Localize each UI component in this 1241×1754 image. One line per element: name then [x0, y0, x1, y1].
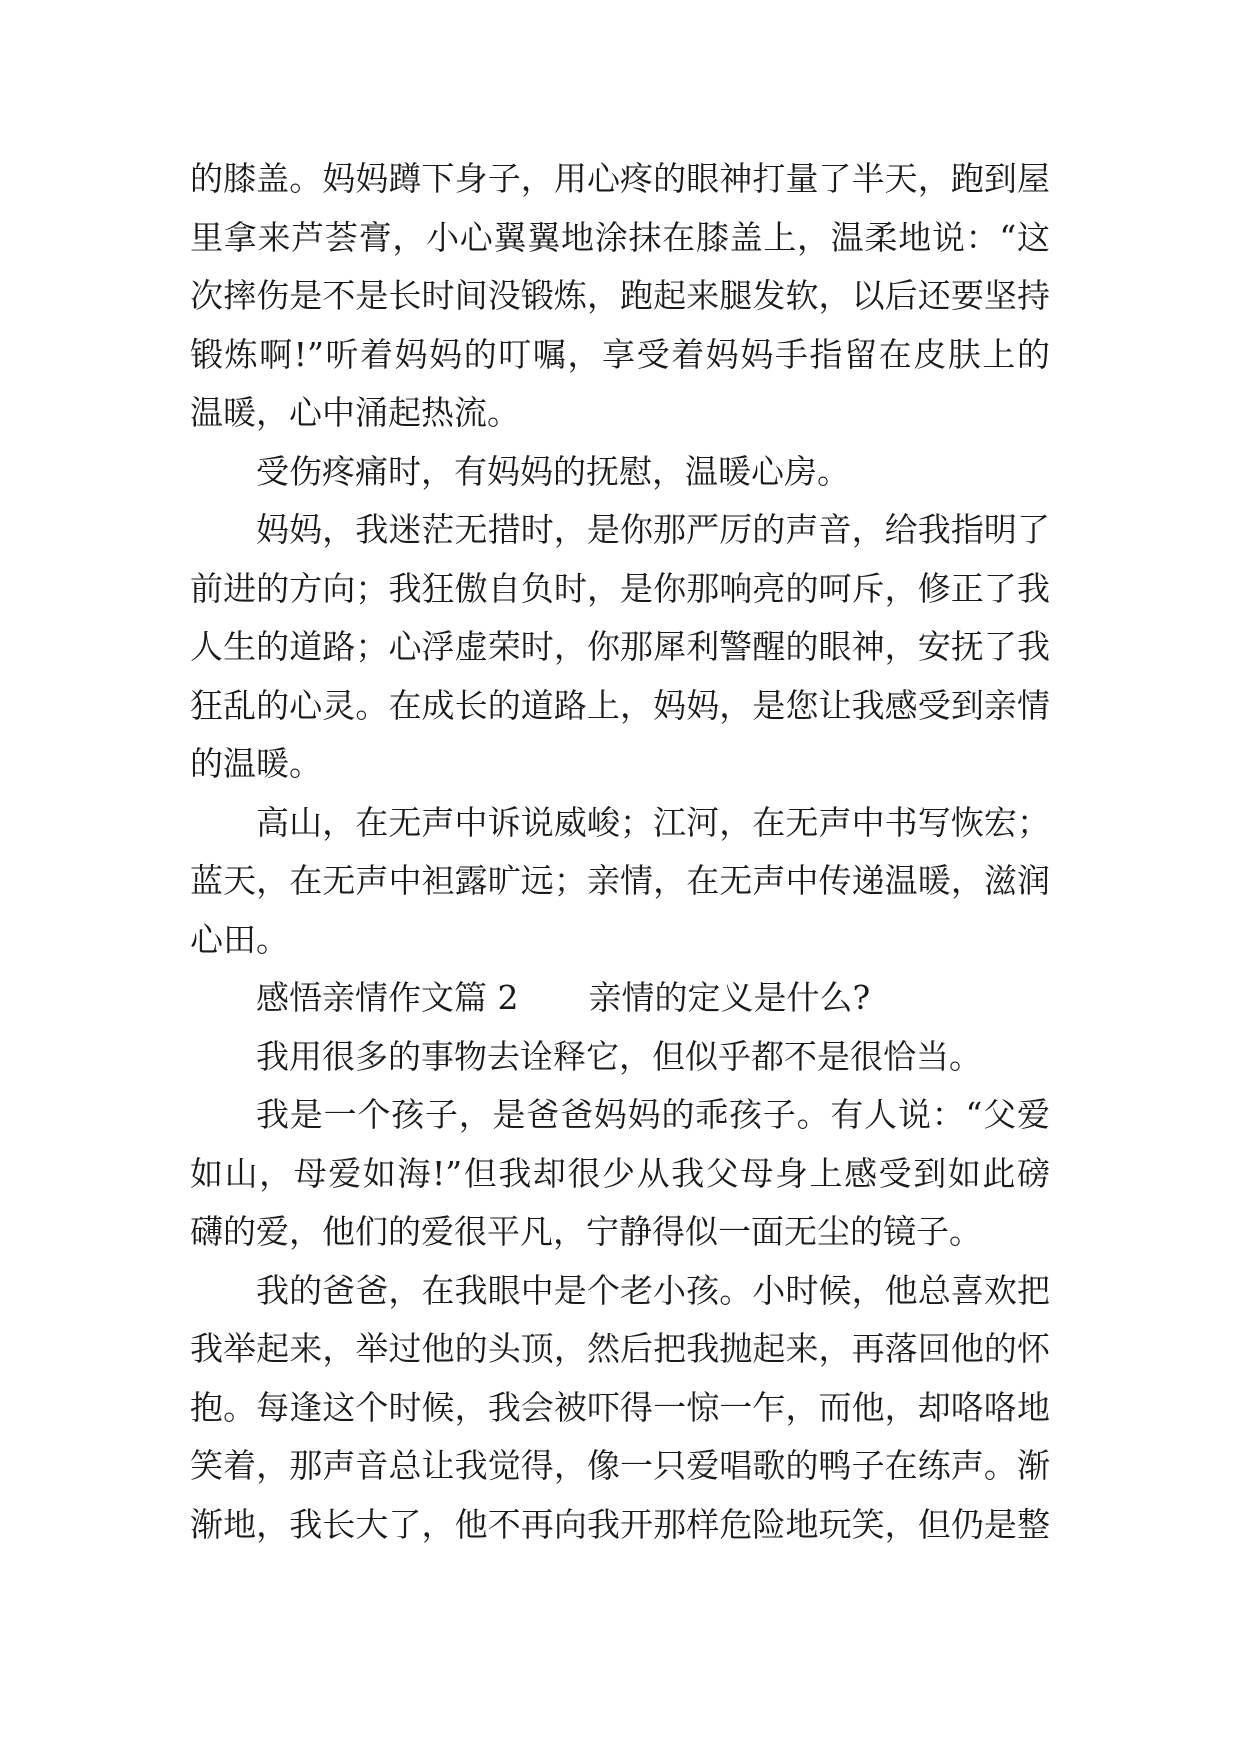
text-line: 渐地，我长大了，他不再向我开那样危险地玩笑，但仍是整 [190, 1504, 1050, 1544]
text-line: 前进的方向；我狂傲自负时，是你那响亮的呵斥，修正了我 [190, 568, 1050, 608]
paragraph-first-line: 我用很多的事物去诠释它，但似乎都不是很恰当。 [256, 1036, 982, 1076]
text-line: 温暖，心中涌起热流。 [190, 393, 520, 432]
text-line: 我举起来，举过他的头顶，然后把我抛起来，再落回他的怀 [190, 1329, 1050, 1368]
text-line: 里拿来芦荟膏，小心翼翼地涂抹在膝盖上，温柔地说：“这 [190, 217, 1050, 257]
section-title: 感悟亲情作文篇 2 [256, 978, 519, 1017]
text-line: 锻炼啊!”听着妈妈的叮嘱，享受着妈妈手指留在皮肤上的 [190, 334, 1050, 374]
text-line: 次摔伤是不是长时间没锻炼，跑起来腿发软，以后还要坚持 [190, 276, 1050, 315]
text-line: 礴的爱，他们的爱很平凡，宁静得似一面无尘的镜子。 [190, 1212, 982, 1251]
paragraph-first-line: 妈妈，我迷茫无措时，是你那严厉的声音，给我指明了 [256, 510, 1050, 549]
text-line: 笑着，那声音总让我觉得，像一只爱唱歌的鸭子在练声。渐 [190, 1446, 1050, 1485]
text-line: 人生的道路；心浮虚荣时，你那犀利警醒的眼神，安抚了我 [190, 627, 1050, 666]
text-line: 如山，母爱如海!”但我却很少从我父母身上感受到如此磅 [190, 1153, 1050, 1193]
text-line: 的温暖。 [190, 744, 322, 783]
text-line: 的膝盖。妈妈蹲下身子，用心疼的眼神打量了半天，跑到屋 [190, 159, 1050, 198]
section-heading [190, 969, 1050, 1028]
paragraph-first-line: 高山，在无声中诉说威峻；江河，在无声中书写恢宏； [256, 802, 1050, 842]
paragraph-first-line: 受伤疼痛时，有妈妈的抚慰，温暖心房。 [256, 451, 850, 491]
document-body [190, 150, 1050, 1554]
section-question: 亲情的定义是什么? [588, 978, 871, 1017]
paragraph-first-line: 我是一个孩子，是爸爸妈妈的乖孩子。有人说：“父爱 [256, 1095, 1050, 1134]
text-line: 狂乱的心灵。在成长的道路上，妈妈，是您让我感受到亲情 [190, 685, 1050, 725]
paragraph-first-line: 我的爸爸，在我眼中是个老小孩。小时候，他总喜欢把 [256, 1270, 1050, 1310]
text-line: 蓝天，在无声中袒露旷远；亲情，在无声中传递温暖，滋润 [190, 861, 1050, 900]
text-line: 抱。每逢这个时候，我会被吓得一惊一乍，而他，却咯咯地 [190, 1387, 1050, 1427]
text-line: 心田。 [190, 919, 289, 959]
